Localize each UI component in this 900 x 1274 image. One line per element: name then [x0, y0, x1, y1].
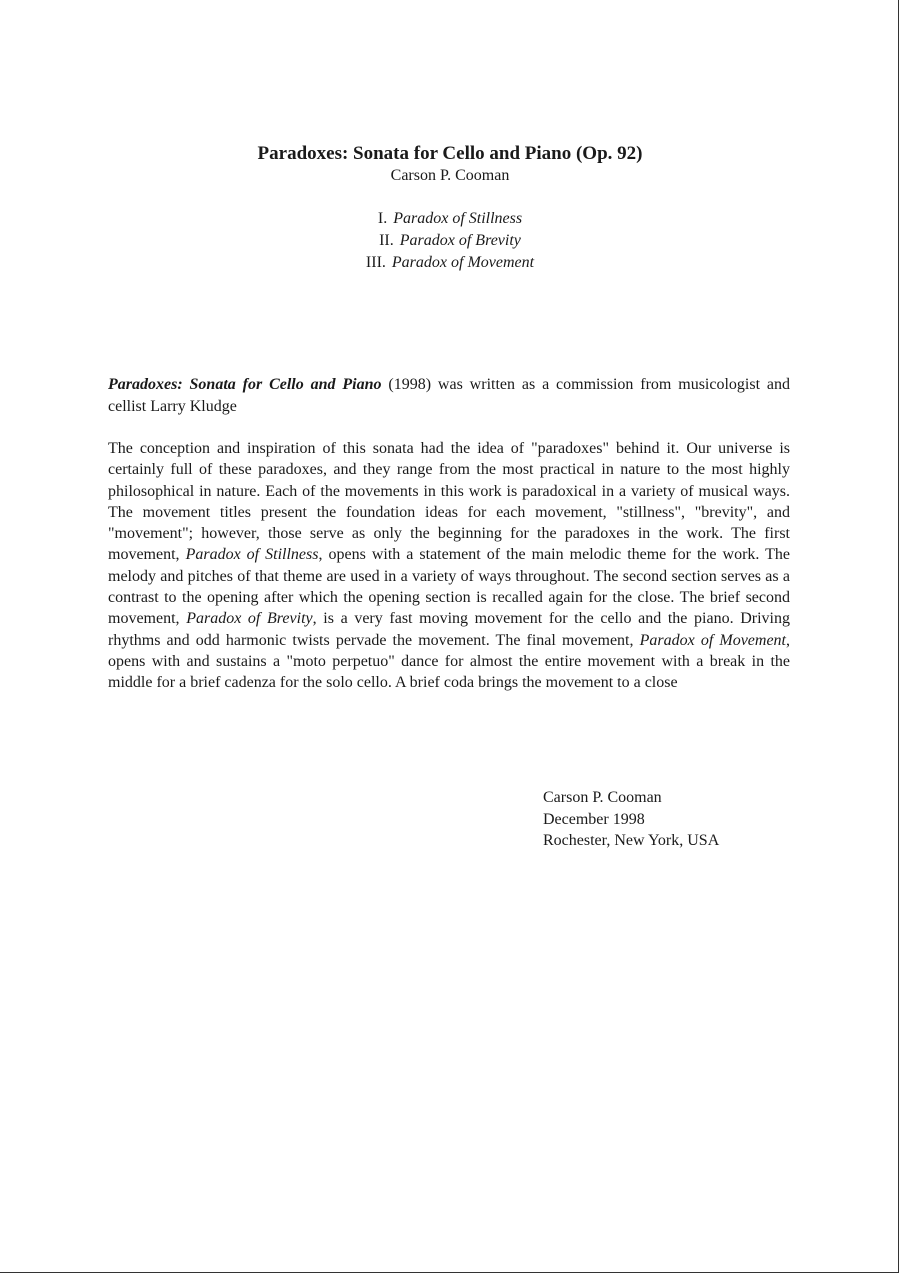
movement-reference: Paradox of Movement: [639, 631, 786, 649]
work-title: Paradoxes: Sonata for Cello and Piano: [108, 376, 382, 393]
movement-numeral: III.: [365, 254, 386, 271]
signature-place: Rochester, New York, USA: [543, 832, 720, 849]
intro-paragraph: [108, 374, 790, 417]
movement-item: [0, 208, 900, 230]
movement-item: [0, 252, 900, 274]
signature-date: December 1998: [543, 810, 645, 828]
movement-item: [0, 230, 900, 252]
signature-block: [543, 787, 719, 852]
signature-name: Carson P. Cooman: [543, 789, 662, 806]
intro-text: (1998) was written as a commission from musicologist and cellist Larry Kludge: [108, 376, 790, 415]
movement-numeral: II.: [379, 232, 394, 249]
body-text-part: , is a very fast moving movement for the cello and the piano. Driving rhythms and odd harmonic twists pervade the movement. The final movement,: [108, 610, 790, 649]
movement-name: Paradox of Stillness: [393, 210, 523, 227]
movement-list: [0, 208, 900, 274]
movement-numeral: I.: [377, 210, 388, 227]
body-text-part: The conception and inspiration of this sonata had the idea of "paradoxes" behind it. Our universe is certainly full of these paradoxes, and they range from the most practical in nature to the most highly philosophical in nature. Each of the movements in this work is paradoxical in a variety of musical ways. The movement titles present the foundation ideas for each movement, "stillness", "brevity", and "movement"; however, those serve as only the beginning for the paradoxes in the work. The first movement,: [108, 440, 790, 564]
movement-reference: Paradox of Stillness: [185, 546, 319, 564]
movement-reference: Paradox of Brevity: [186, 610, 313, 628]
body-text-part: , opens with a statement of the main melodic theme for the work. The melody and pitches of that theme are used in a variety of ways throughout. The second section serves as a contrast to the opening after which the opening section is recalled again for the close. The brief second movement,: [108, 546, 791, 628]
body-text-part: , opens with and sustains a "moto perpetuo" dance for almost the entire movement with a break in the middle for a brief cadenza for the solo cello. A brief coda brings the movement to a close: [108, 631, 790, 692]
composer-name: Carson P. Cooman: [390, 167, 510, 184]
movement-name: Paradox of Movement: [391, 254, 535, 271]
program-note-paragraph: [108, 438, 790, 694]
movement-name: Paradox of Brevity: [399, 232, 521, 249]
page-title: Paradoxes: Sonata for Cello and Piano (Op. 92): [257, 143, 643, 164]
